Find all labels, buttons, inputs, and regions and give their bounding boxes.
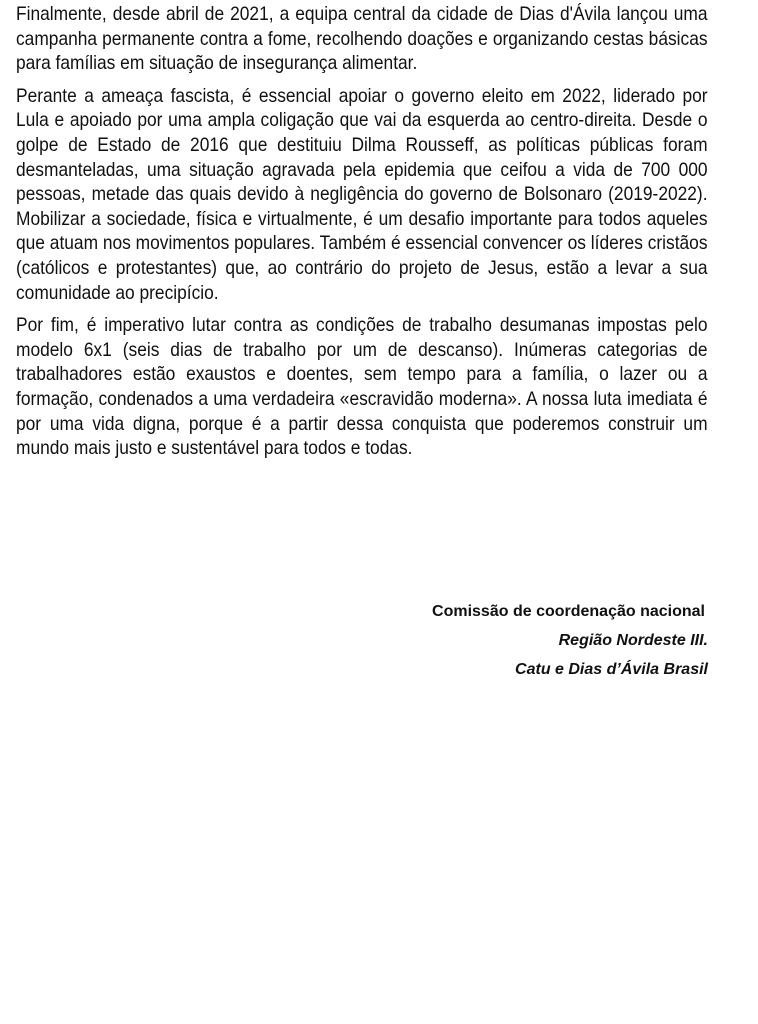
signature-region: Região Nordeste III. — [558, 632, 708, 649]
paragraph-political-context: Perante a ameaça fascista, é essencial apoiar o governo eleito em 2022, liderado por Lula e apoiado por uma ampla coligação que vai da esquerda ao centro-direita. Desde o golpe de Estado de 2016 que destituiu Dilma Rousseff, as políticas públicas foram desmanteladas, uma situação agravada pela epidemia que ceifou a vida de 700 000 pessoas, metade das quais devido à negligência do governo de Bolsonaro (2019-2022). Mobilizar a sociedade, física e virtualmente, é um desafio importante para todos aqueles que atuam nos movimentos populares. Também é essencial convencer os líderes cristãos (católicos e protestantes) que, ao contrário do projeto de Jesus, estão a levar a sua comunidade ao precipício. — [16, 84, 708, 304]
signature-location: Catu e Dias d’Ávila Brasil — [515, 661, 708, 678]
document-body — [16, 2, 708, 469]
signature-organization: Comissão de coordenação nacional — [432, 603, 705, 620]
paragraph-hunger-campaign: Finalmente, desde abril de 2021, a equipa central da cidade de Dias d'Ávila lançou uma campanha permanente contra a fome, recolhendo doações e organizando cestas básicas para famílias em situação de insegurança alimentar. — [16, 3, 708, 75]
paragraph-labor-conditions: Por fim, é imperativo lutar contra as condições de trabalho desumanas impostas pelo modelo 6x1 (seis dias de trabalho por um de descanso). Inúmeras categorias de trabalhadores estão exaustos e doentes, sem tempo para a família, o lazer ou a formação, condenados a uma verdadeira «escravidão moderna». A nossa luta imediata é por uma vida digna, porque é a partir dessa conquista que poderemos construir um mundo mais justo e sustentável para todos e todas. — [16, 314, 708, 460]
signature-block — [432, 597, 708, 684]
